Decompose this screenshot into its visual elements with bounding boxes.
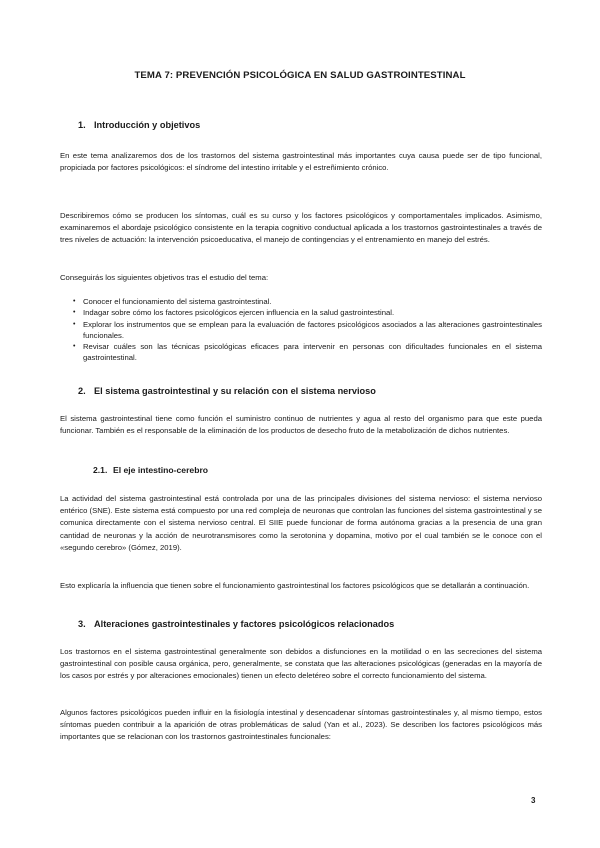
section-2-paragraph-1: El sistema gastrointestinal tiene como función el suministro continuo de nutrientes y agua al resto del organismo para que este pueda funcionar. También es el responsable de la eliminación de los productos de desecho fruto de la metabolización de dichos nutrientes. — [60, 414, 542, 436]
section-3-number: 3. — [78, 619, 86, 629]
bullet-icon: • — [73, 343, 76, 351]
list-item: • Conocer el funcionamiento del sistema gastrointestinal. — [73, 297, 272, 306]
section-1-paragraph-2: Describiremos cómo se producen los síntomas, cuál es su curso y los factores psicológicos y comportamentales implicados. Asimismo, examinaremos el abordaje psicológico consistente en la terapia cognitivo conductual aplicada a los trastornos gastrointestinales a través de tres niveles de actuación: la intervención psicoeducativa, el manejo de contingencias y el entrenamiento en manejo del estrés. — [60, 211, 542, 245]
bullet-icon: • — [73, 298, 76, 305]
section-1-paragraph-3: Conseguirás los siguientes objetivos tras el estudio del tema: — [60, 273, 269, 282]
list-item: • Revisar cuáles son las técnicas psicológicas eficaces para intervenir en personas con dificultades funcionales en el sistema gastrointestinal. — [73, 342, 542, 363]
section-2-number: 2. — [78, 386, 86, 396]
bullet-icon: • — [73, 309, 76, 317]
section-1-heading — [78, 120, 200, 130]
objectives-list — [73, 296, 542, 364]
subsection-2-1-paragraph-2: Esto explicaría la influencia que tienen sobre el funcionamiento gastrointestinal los factores psicológicos que se detallarán a continuación. — [60, 581, 530, 590]
section-3-paragraph-1: Los trastornos en el sistema gastrointestinal generalmente son debidos a disfunciones en la motilidad o en las secreciones del sistema gastrointestinal con posible causa orgánica, pero, generalmente, se constata que las alteraciones psicológicas (generadas en la mayoría de los casos por estrés y por alteraciones emocionales) tienen un efecto deletéreo sobre el correcto funcionamiento del sistema. — [60, 647, 542, 681]
section-3-heading — [78, 619, 394, 629]
subsection-2-1-number: 2.1. — [93, 465, 108, 475]
section-2-title: El sistema gastrointestinal y su relación con el sistema nervioso — [94, 386, 376, 396]
section-3-paragraph-2: Algunos factores psicológicos pueden influir en la fisiología intestinal y desencadenar síntomas gastrointestinales y, al mismo tiempo, estos síntomas pueden contribuir a la aparición de otras problemáticas de salud (Yan et al., 2023). Se describen los factores psicológicos más importantes que se relacionan con los trastornos gastrointestinales funcionales: — [60, 708, 542, 742]
section-1-paragraph-1: En este tema analizaremos dos de los trastornos del sistema gastrointestinal más importantes cuya causa puede ser de tipo funcional, propiciada por factores psicológicos: el síndrome del intestino irritable y el estreñimiento crónico. — [60, 151, 542, 173]
list-item: • Indagar sobre cómo los factores psicológicos ejercen influencia en la salud gastrointestinal. — [73, 308, 395, 318]
subsection-2-1-title: El eje intestino-cerebro — [113, 465, 209, 475]
list-item: • Explorar los instrumentos que se emplean para la evaluación de factores psicológicos asociados a las alteraciones gastrointestinales funcionales. — [73, 319, 542, 340]
section-3-title: Alteraciones gastrointestinales y factores psicológicos relacionados — [94, 619, 395, 629]
section-1-title: Introducción y objetivos — [94, 120, 201, 130]
section-1-number: 1. — [78, 120, 86, 130]
subsection-2-1-heading — [93, 465, 208, 475]
page-title: TEMA 7: PREVENCIÓN PSICOLÓGICA EN SALUD GASTROINTESTINAL — [134, 70, 466, 81]
subsection-2-1-paragraph-1: La actividad del sistema gastrointestinal está controlada por una de las principales divisiones del sistema nervioso: el sistema nervioso entérico (SNE). Este sistema está compuesto por una red compleja de neuronas que controlan las funciones del sistema gastrointestinal y se comunica directamente con el sistema nervioso central. El SIIE puede funcionar de forma autónoma gracias a la presencia de una gran cantidad de neuronas y la acción de neurotransmisores como la serotonina y dopamina, motivo por el cual también se le conoce con el «segundo cerebro» (Gómez, 2019). — [60, 494, 542, 552]
bullet-icon: • — [73, 320, 76, 328]
section-2-heading — [78, 386, 376, 396]
page-number: 3 — [531, 796, 536, 805]
